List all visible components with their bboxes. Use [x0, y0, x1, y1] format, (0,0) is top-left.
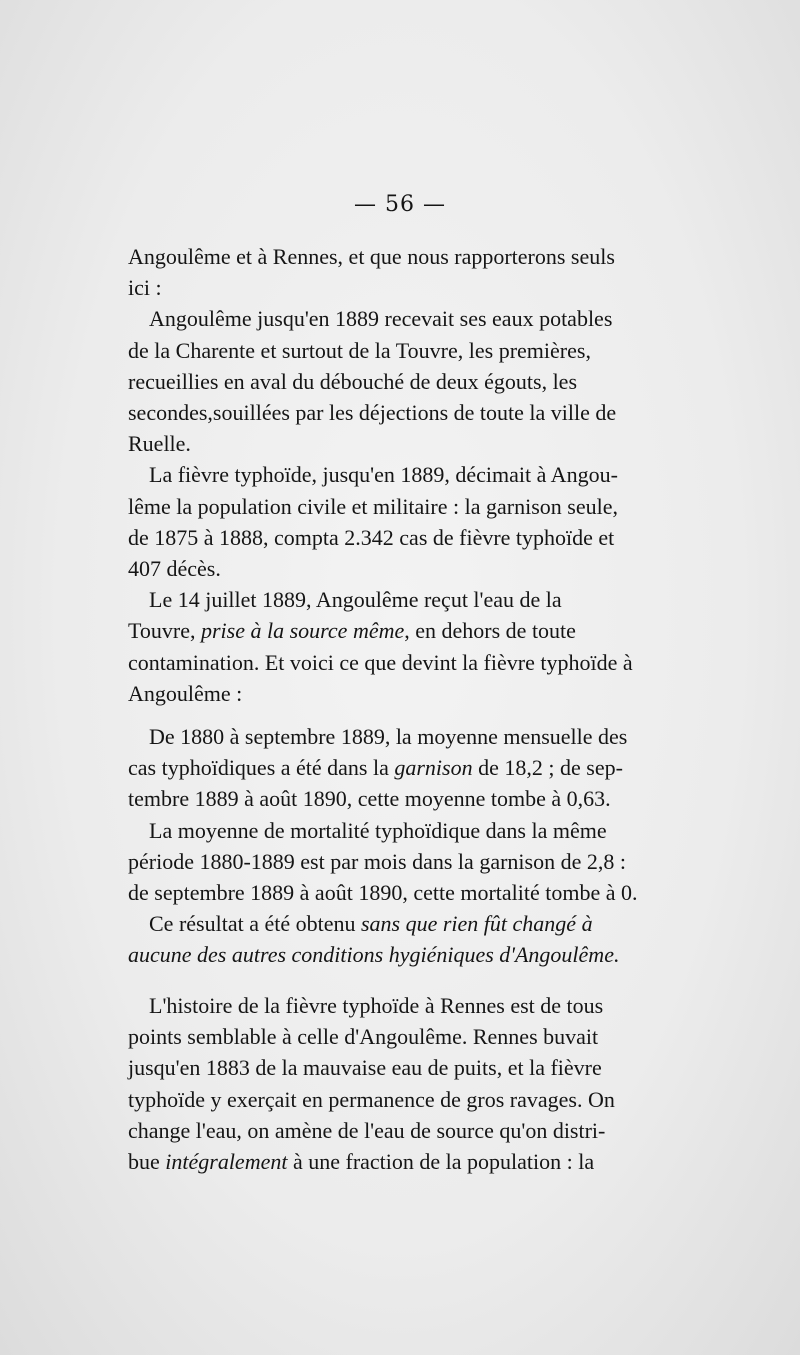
line-text: Le 14 juillet 1889, Angoulême reçut l'eau de la [149, 587, 562, 613]
text-line: La moyenne de mortalité typhoïdique dans la même [149, 817, 607, 843]
text-line [128, 335, 695, 366]
text-line [128, 522, 695, 553]
line-text: Angoulême et à Rennes, et que nous rapporterons seuls [128, 244, 615, 269]
text-line: ici : [128, 275, 162, 301]
text-line [128, 303, 695, 334]
line-text: de la Charente et surtout de la Touvre, les premières, [128, 337, 591, 363]
line-text: Touvre, [128, 618, 201, 644]
text-line: période 1880-1889 est par mois dans la garnison de 2,8 : [128, 848, 626, 874]
text-line [128, 1146, 695, 1177]
line-text: lême la population civile et militaire : la garnison seule, [128, 493, 618, 519]
line-text: secondes,souillées par les déjections de toute la ville de [128, 400, 617, 426]
italic-text: intégralement [165, 1149, 288, 1175]
text-line: contamination. Et voici ce que devint la fièvre typhoïde à [128, 649, 633, 675]
text-line [128, 939, 695, 970]
line-text: bue [128, 1149, 166, 1175]
text-block-3 [128, 990, 695, 1177]
text-line: points semblable à celle d'Angoulême. Rennes buvait [128, 1024, 599, 1050]
line-text: Angoulême jusqu'en 1889 recevait ses eaux potables [149, 306, 613, 332]
page-number: — 56 — [354, 192, 446, 217]
line-text: recueillies en aval du débouché de deux égouts, les [128, 368, 578, 394]
text-line [128, 491, 695, 522]
line-text: de 18,2 ; de sep- [472, 755, 623, 781]
text-line [128, 366, 695, 397]
text-line: tembre 1889 à août 1890, cette moyenne tombe à 0,63. [128, 786, 611, 812]
text-line: Ruelle. [128, 431, 191, 457]
text-line: typhoïde y exerçait en permanence de gros ravages. On [128, 1086, 615, 1112]
text-line [128, 459, 695, 490]
line-text: à une fraction de la population : la [287, 1149, 595, 1175]
italic-text: aucune des autres conditions hygiéniques d'Angoulême. [128, 942, 620, 968]
text-line: De 1880 à septembre 1889, la moyenne mensuelle des [149, 724, 628, 749]
text-line [128, 752, 695, 783]
text-line: L'histoire de la fièvre typhoïde à Rennes est de tous [149, 993, 604, 1018]
text-line: 407 décès. [128, 556, 221, 582]
text-line [128, 908, 695, 939]
line-text: cas typhoïdiques a été dans la [128, 755, 395, 781]
text-line: jusqu'en 1883 de la mauvaise eau de puits, et la fièvre [128, 1055, 602, 1081]
line-text: de 1875 à 1888, compta 2.342 cas de fièvre typhoïde et [128, 524, 615, 550]
text-line [128, 615, 695, 646]
text-line [128, 397, 695, 428]
text-line: change l'eau, on amène de l'eau de source qu'on distri- [128, 1117, 606, 1143]
text-line: de septembre 1889 à août 1890, cette mortalité tombe à 0. [128, 880, 638, 906]
text-line [128, 241, 695, 272]
line-text: La fièvre typhoïde, jusqu'en 1889, décimait à Angou- [149, 462, 618, 488]
italic-text: garnison [394, 755, 473, 781]
italic-text: prise à la source même [201, 618, 405, 644]
text-block-1 [128, 241, 695, 709]
line-text: , en dehors de toute [404, 618, 576, 644]
line-text: Ce résultat a été obtenu [149, 911, 361, 937]
text-block-2 [128, 721, 695, 971]
italic-text: sans que rien fût changé à [360, 911, 593, 937]
text-line [128, 584, 695, 615]
text-line: Angoulême : [128, 680, 243, 706]
